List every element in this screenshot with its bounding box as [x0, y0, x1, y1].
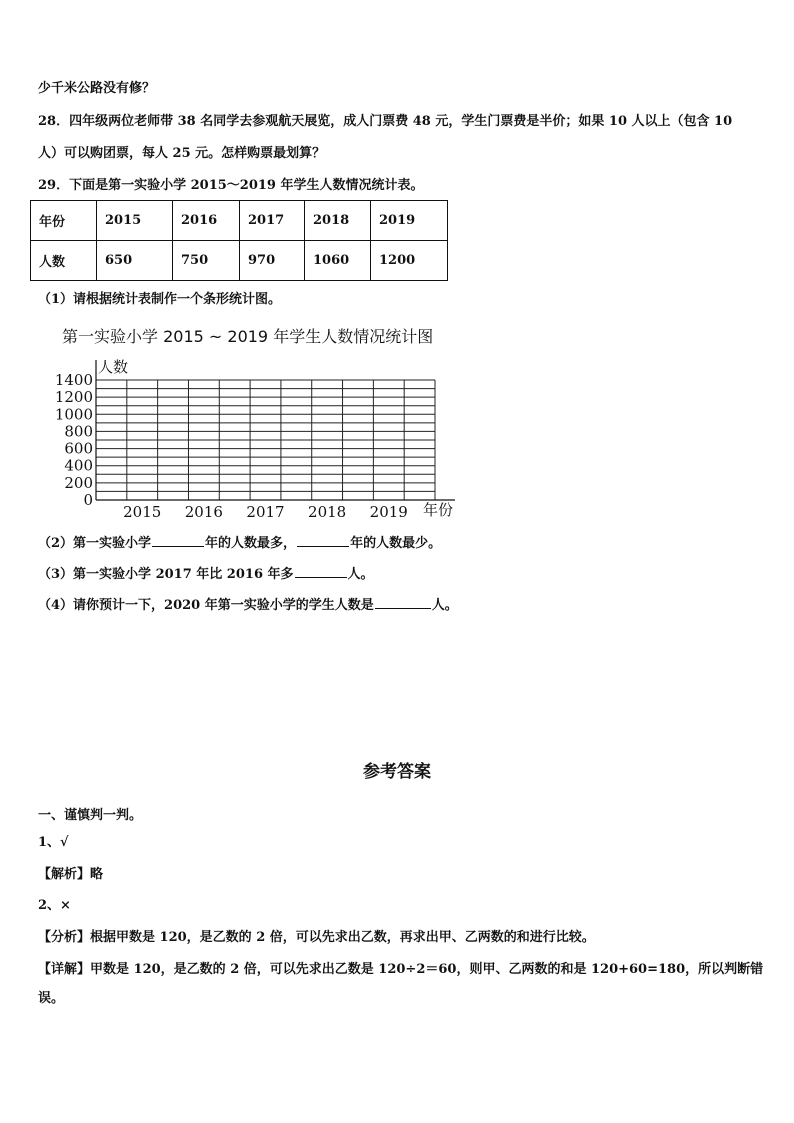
table-cell: 人数 [31, 241, 97, 281]
subquestion-2 [38, 533, 441, 553]
chart-title: 第一实验小学 2015 ~ 2019 年学生人数情况统计图 [62, 327, 434, 346]
question-28-line-2: 人）可以购团票，每人 25 元。怎样购票最划算？ [38, 146, 326, 161]
answers-section-1: 一、谨慎判一判。 [38, 808, 143, 823]
y-tick-label: 1400 [54, 371, 93, 389]
answer-1-analysis: 【解析】略 [38, 867, 104, 882]
table-cell: 2018 [305, 201, 371, 241]
subquestion-3 [38, 564, 374, 584]
x-tick-label: 2015 [123, 503, 162, 521]
text: 人。 [431, 598, 458, 613]
x-tick-label: 2017 [246, 503, 285, 521]
text: （3）第一实验小学 2017 年比 2016 年多 [38, 567, 294, 582]
table-cell: 2015 [97, 201, 173, 241]
answer-blank[interactable] [297, 533, 349, 547]
answer-2-detail-line-2: 误。 [38, 991, 65, 1006]
y-axis-label: 人数 [98, 358, 129, 376]
answer-1: 1、√ [38, 835, 69, 850]
table-row [31, 241, 448, 281]
text-line: 少千米公路没有修？ [38, 81, 156, 96]
x-axis-label: 年份 [423, 501, 454, 519]
x-tick-label: 2016 [184, 503, 223, 521]
text: （2）第一实验小学 [38, 536, 152, 551]
table-cell: 1060 [305, 241, 371, 281]
answer-2-detail-line-1: 【详解】甲数是 120，是乙数的 2 倍，可以先求出乙数是 120÷2＝60，则甲、乙两数的和是 120+60=180，所以判断错 [38, 962, 764, 977]
y-tick-label: 600 [64, 439, 93, 458]
y-tick-label: 1000 [54, 405, 93, 424]
answer-blank[interactable] [295, 564, 347, 578]
table-cell: 970 [240, 241, 305, 281]
bar-chart-grid [30, 318, 470, 523]
table-cell: 2016 [173, 201, 240, 241]
y-tick-label: 0 [83, 491, 93, 509]
table-cell: 2019 [371, 201, 448, 241]
y-tick-label: 800 [64, 422, 93, 441]
answer-blank[interactable] [152, 533, 204, 547]
text: 年的人数最多， [205, 536, 297, 551]
answer-2: 2、× [38, 898, 71, 913]
question-28-line-1: 28．四年级两位老师带 38 名同学去参观航天展览，成人门票费 48 元，学生门票费是半价；如果 10 人以上（包含 10 [38, 114, 733, 129]
text: （4）请你预计一下，2020 年第一实验小学的学生人数是 [38, 598, 374, 613]
table-cell: 650 [97, 241, 173, 281]
chart-ticks [55, 371, 408, 521]
table-row [31, 201, 448, 241]
table-cell: 1200 [371, 241, 448, 281]
answer-2-analysis: 【分析】根据甲数是 120，是乙数的 2 倍，可以先求出乙数，再求出甲、乙两数的和进行比较。 [38, 930, 595, 945]
subquestion-1: （1）请根据统计表制作一个条形统计图。 [38, 292, 282, 307]
question-29: 29．下面是第一实验小学 2015～2019 年学生人数情况统计表。 [38, 178, 424, 193]
y-tick-label: 400 [64, 456, 93, 475]
y-tick-label: 200 [64, 473, 93, 492]
table-cell: 2017 [240, 201, 305, 241]
y-tick-label: 1200 [54, 388, 93, 407]
x-tick-label: 2019 [369, 503, 408, 521]
x-tick-label: 2018 [308, 503, 347, 521]
answer-blank[interactable] [375, 595, 431, 609]
statistics-table [30, 200, 448, 281]
text: 人。 [347, 567, 374, 582]
subquestion-4 [38, 595, 458, 615]
table-cell: 750 [173, 241, 240, 281]
table-cell: 年份 [31, 201, 97, 241]
answers-title: 参考答案 [363, 762, 431, 782]
text: 年的人数最少。 [350, 536, 442, 551]
chart-grid [96, 360, 455, 500]
